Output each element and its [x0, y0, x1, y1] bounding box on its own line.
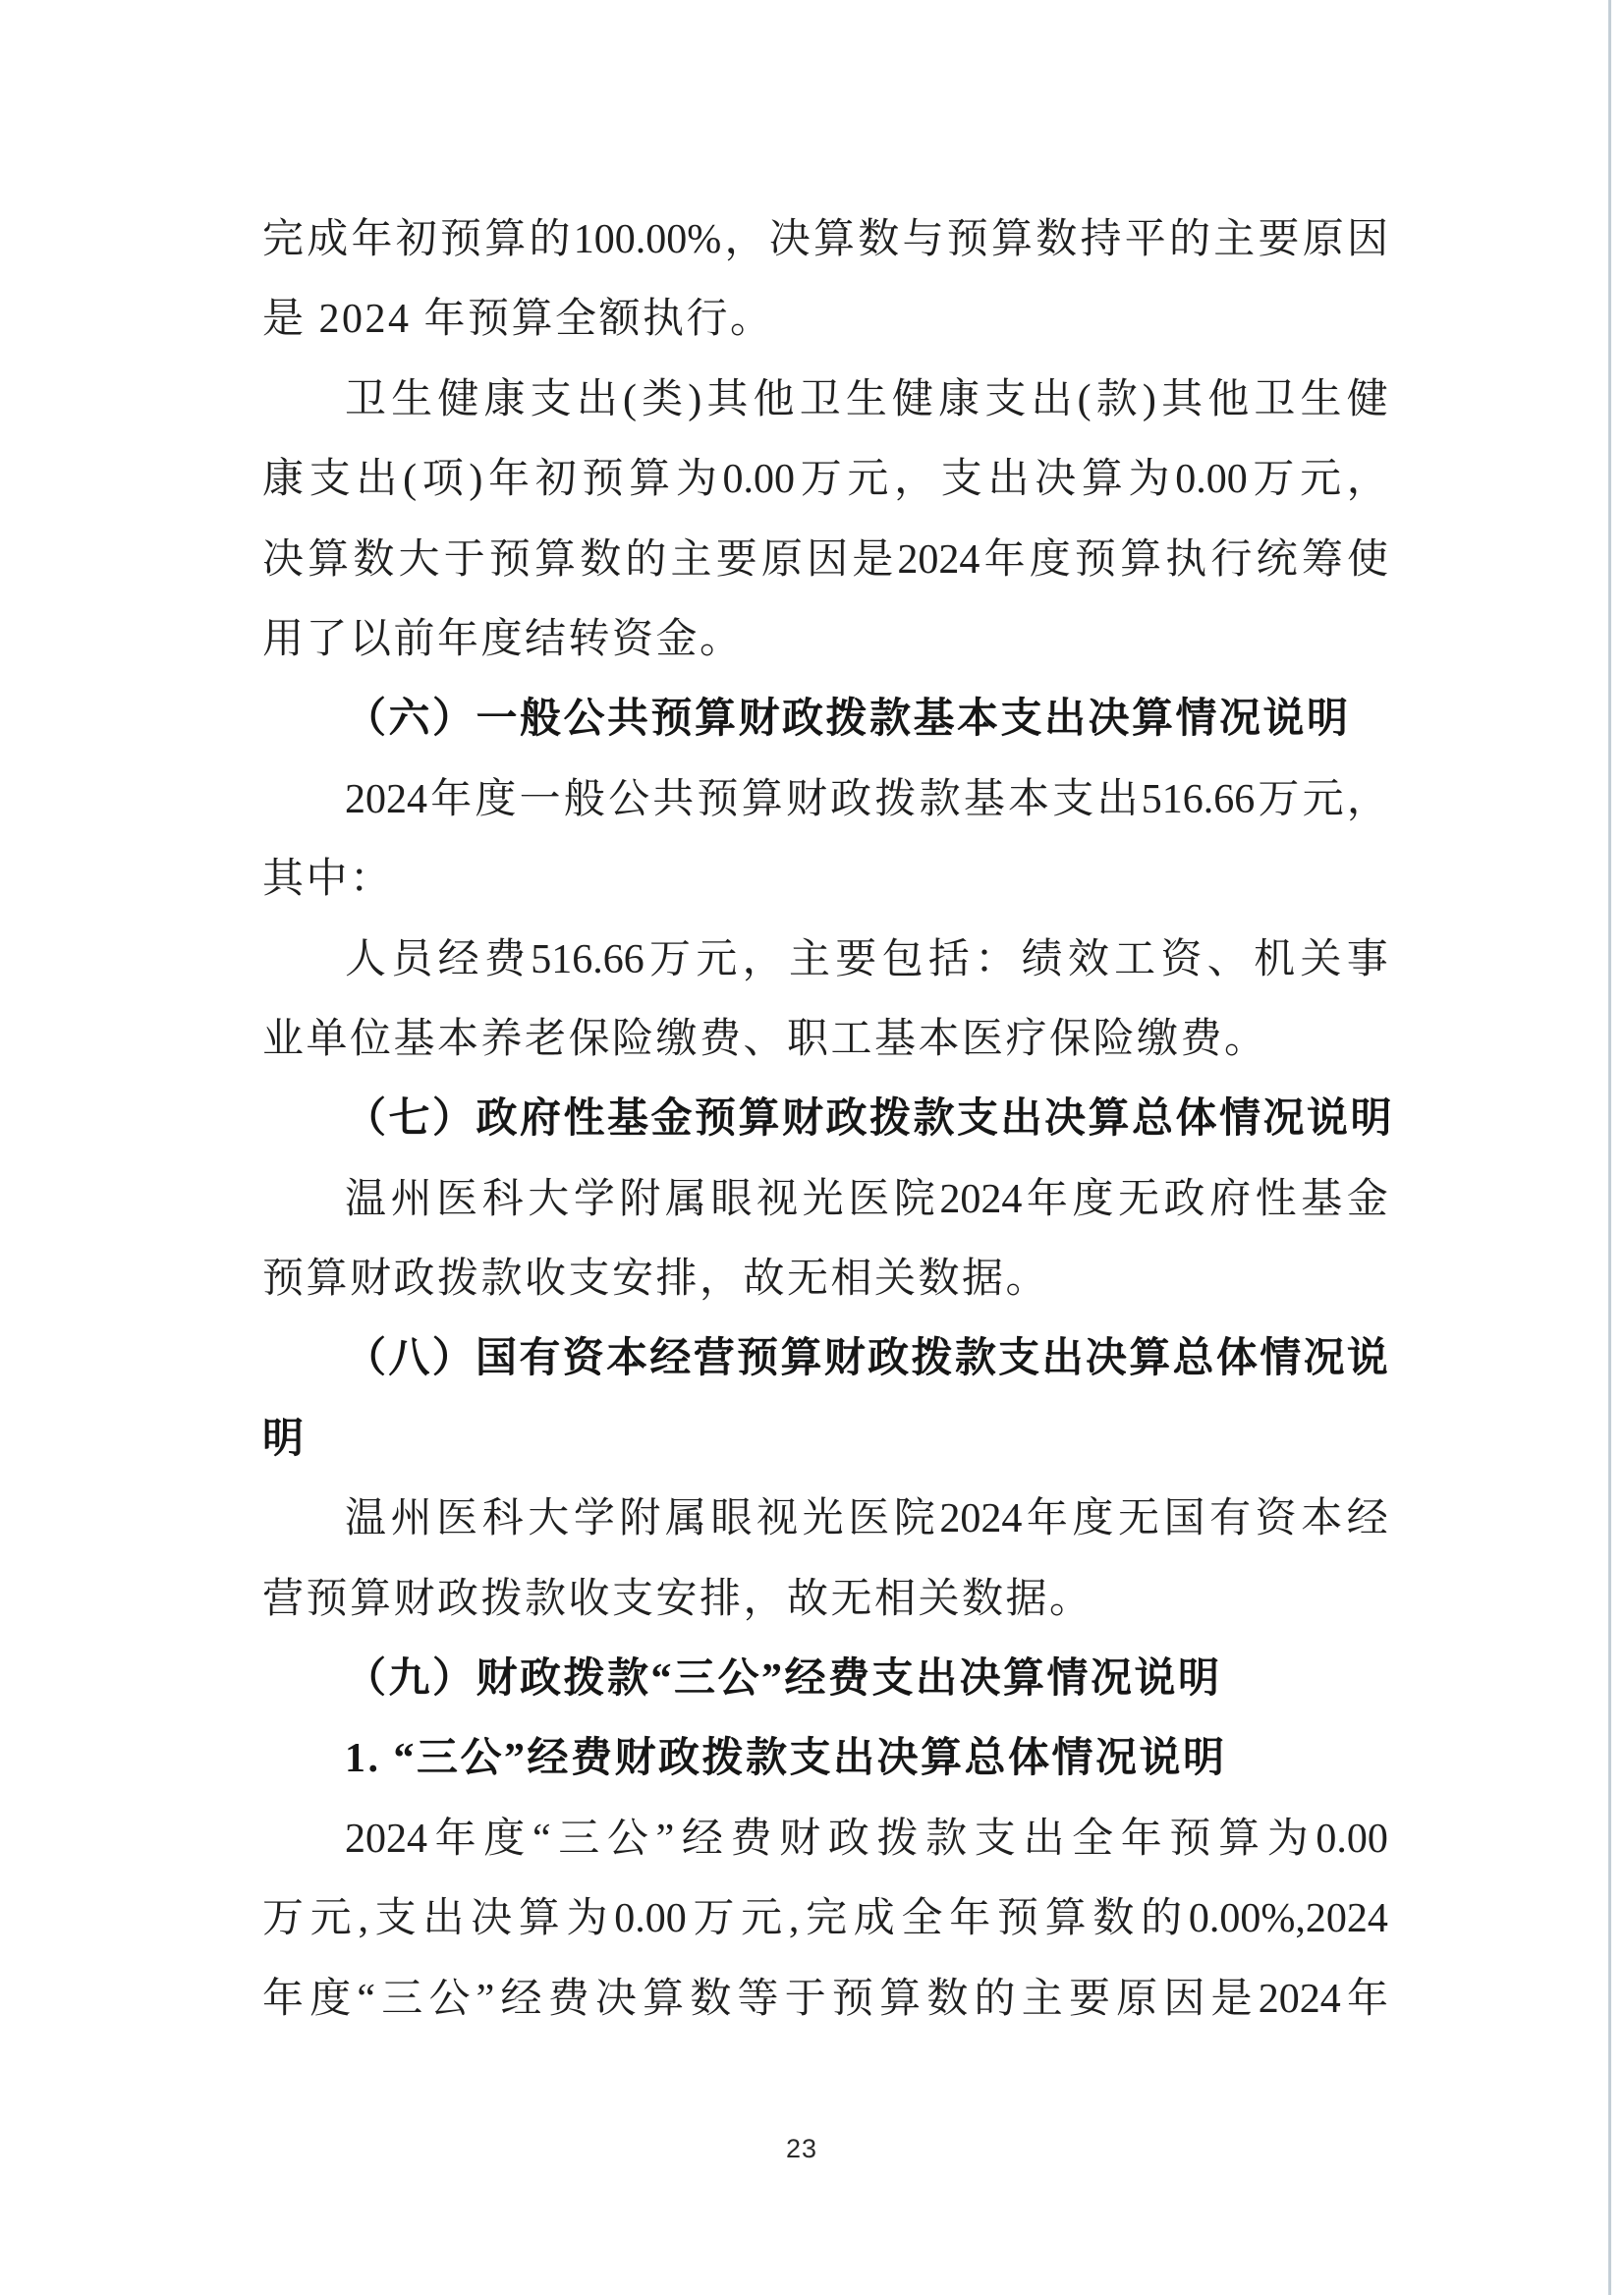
- text-line: 是 2024 年预算全额执行。: [262, 297, 774, 343]
- text-line: 万 元 , 支 出 决 算 为 0.00 万 元 , 完 成 全 年 预 算 数 的 0.00%,2024: [262, 1896, 1388, 1942]
- text-block: [262, 200, 1395, 2040]
- text-line: 其中：: [262, 857, 394, 903]
- text-line: 1. “三公”经费财政拨款支出决算总体情况说明: [345, 1736, 1227, 1782]
- text-line: 决 算 数 大 于 预 算 数 的 主 要 原 因 是 2024 年 度 预 算 执 行 统 筹 使: [262, 536, 1388, 583]
- text-line: （六）一般公共预算财政拨款基本支出决算情况说明: [345, 697, 1351, 743]
- text-line: （七）政府性基金预算财政拨款支出决算总体情况说明: [345, 1096, 1395, 1143]
- page-number: 23: [785, 2134, 818, 2163]
- text-line: 年 度 “ 三 公 ” 经 费 决 算 数 等 于 预 算 数 的 主 要 原 因 是 2024 年: [262, 1976, 1388, 2022]
- text-line: 温 州 医 科 大 学 附 属 眼 视 光 医 院 2024 年 度 无 政 府 性 基 金: [345, 1176, 1388, 1222]
- text-line: 温 州 医 科 大 学 附 属 眼 视 光 医 院 2024 年 度 无 国 有 资 本 经: [345, 1496, 1388, 1542]
- text-line: （九）财政拨款“三公”经费支出决算情况说明: [345, 1656, 1222, 1703]
- text-line: 康 支 出 ( 项 ) 年 初 预 算 为 0.00 万 元 ， 支 出 决 算 为 0.00 万 元 ，: [262, 457, 1388, 503]
- text-line: 卫 生 健 康 支 出 ( 类 ) 其 他 卫 生 健 康 支 出 ( 款 ) 其 他 卫 生 健: [345, 376, 1388, 422]
- text-line: 人 员 经 费 516.66 万 元 ， 主 要 包 括 ： 绩 效 工 资 、 机 关 事: [345, 936, 1388, 982]
- text-line: 业单位基本养老保险缴费、职工基本医疗保险缴费。: [262, 1016, 1268, 1062]
- text-line: 用了以前年度结转资金。: [262, 616, 744, 662]
- text-line: 完 成 年 初 预 算 的 100.00% ， 决 算 数 与 预 算 数 持 平 的 主 要 原 因: [262, 217, 1388, 262]
- text-line: 2024 年 度 “ 三 公 ” 经 费 财 政 拨 款 支 出 全 年 预 算 为 0.00: [345, 1816, 1388, 1862]
- text-line: 明: [262, 1416, 307, 1462]
- text-line: 2024 年 度 一 般 公 共 预 算 财 政 拨 款 基 本 支 出 516.66 万 元 ，: [345, 776, 1388, 822]
- text-line: （ 八 ） 国 有 资 本 经 营 预 算 财 政 拨 款 支 出 决 算 总 体 情 况 说: [345, 1336, 1388, 1382]
- text-line: 预算财政拨款收支安排，故无相关数据。: [262, 1257, 1050, 1303]
- scan-edge-line: [1608, 0, 1611, 2295]
- text-line: 营预算财政拨款收支安排，故无相关数据。: [262, 1576, 1093, 1622]
